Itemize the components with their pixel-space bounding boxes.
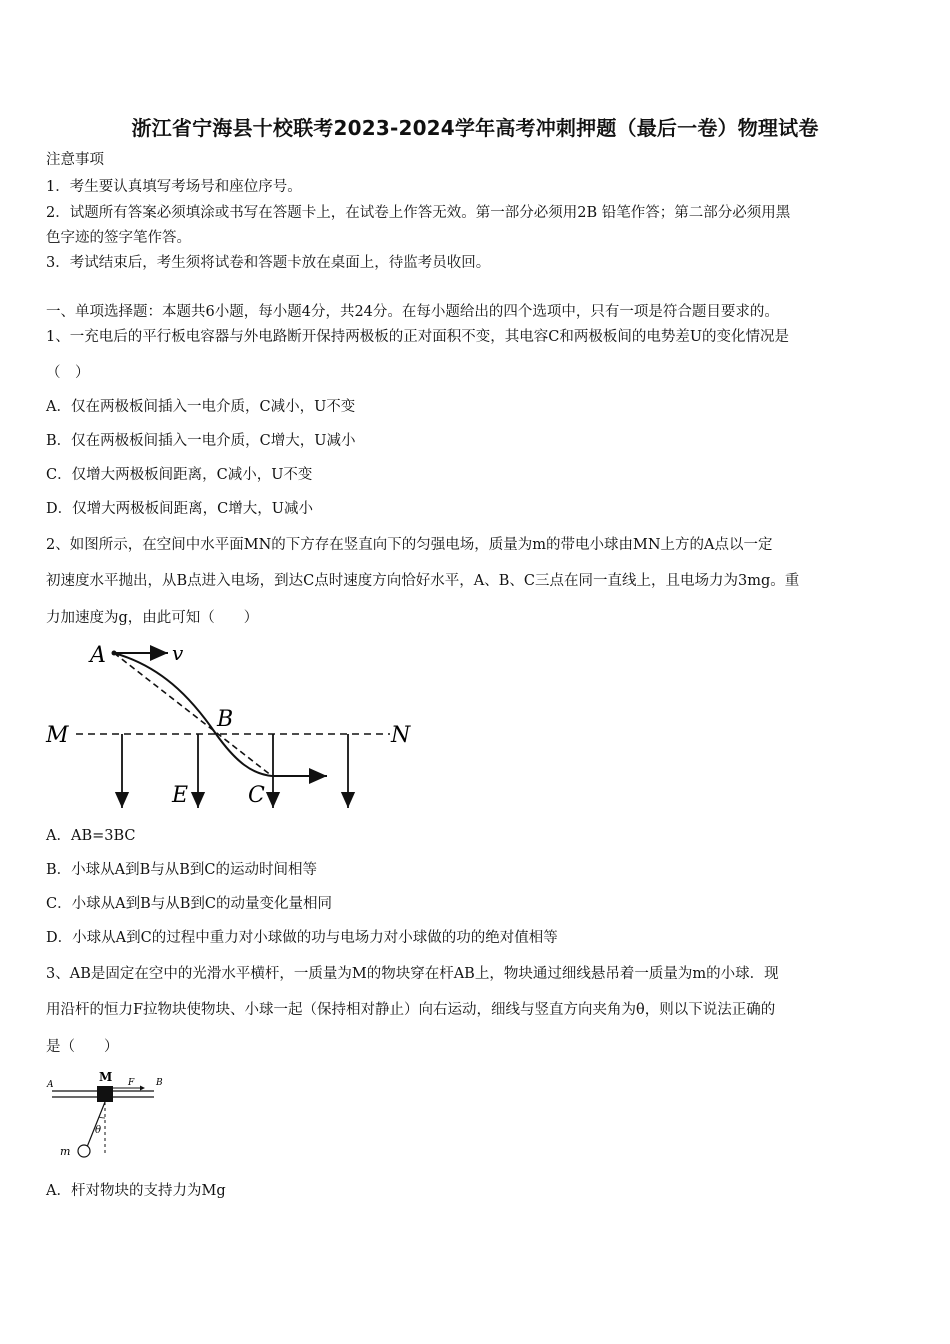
theta-arc — [99, 1117, 105, 1118]
label-a: A — [47, 1080, 54, 1090]
label-m-ball: m — [60, 1145, 71, 1158]
label-theta: θ — [95, 1125, 102, 1136]
q1-option-a: A．仅在两极板间插入一电介质，C减小，U不变 — [46, 399, 356, 415]
force-arrowhead — [140, 1086, 145, 1091]
ball-m — [78, 1145, 90, 1157]
q3-option-a: A．杆对物块的支持力为Mg — [46, 1183, 226, 1199]
q3-stem: 3、AB是固定在空中的光滑水平横杆，一质量为M的物块穿在杆AB上，物块通过细线悬吊着一质量为m的小球．现 — [46, 966, 779, 982]
q3-stem: 用沿杆的恒力F拉物块使物块、小球一起（保持相对静止）向右运动，细线与竖直方向夹角为θ，则以下说法正确的 — [46, 1002, 776, 1018]
label-f: F — [128, 1078, 135, 1088]
page-title: 浙江省宁海县十校联考2023-2024学年高考冲刺押题（最后一卷）物理试卷 — [131, 116, 819, 140]
notice-heading: 注意事项 — [46, 152, 104, 168]
label-a: A — [90, 643, 106, 668]
label-e: E — [172, 783, 189, 808]
notice-item: 3．考试结束后，考生须将试卷和答题卡放在桌面上，待监考员收回。 — [46, 255, 491, 271]
q2-option-a: A．AB=3BC — [46, 828, 136, 844]
notice-item: 2．试题所有答案必须填涂或书写在答题卡上，在试卷上作答无效。第一部分必须用2B 铅笔作答；第二部分必须用黑 — [46, 205, 791, 221]
label-m: M — [46, 723, 69, 748]
label-b: B — [156, 1078, 163, 1088]
q1-option-d: D．仅增大两极板间距离，C增大，U减小 — [46, 501, 313, 517]
label-m-block: M — [99, 1070, 113, 1084]
label-c: C — [248, 783, 265, 808]
q2-stem: 力加速度为g，由此可知（ ） — [46, 610, 259, 626]
label-b: B — [217, 707, 234, 732]
q1-stem: 1、一充电后的平行板电容器与外电路断开保持两极板的正对面积不变，其电容C和两极板间的电势差U的变化情况是 — [46, 329, 790, 345]
notice-item: 色字迹的签字笔作答。 — [46, 230, 191, 246]
q1-option-c: C．仅增大两极板间距离，C减小，U不变 — [46, 467, 313, 483]
q1-option-b: B．仅在两极板间插入一电介质，C增大，U减小 — [46, 433, 356, 449]
label-v: v — [172, 641, 184, 665]
q2-stem: 2、如图所示，在空间中水平面MN的下方存在竖直向下的匀强电场，质量为m的带电小球由MN上方的A点以一定 — [46, 537, 773, 553]
q1-stem-blank: （ ） — [46, 365, 90, 381]
section-heading: 一、单项选择题：本题共6小题，每小题4分，共24分。在每小题给出的四个选项中，只有一项是符合题目要求的。 — [46, 304, 779, 320]
q2-stem: 初速度水平抛出，从B点进入电场，到达C点时速度方向恰好水平，A、B、C三点在同一直线上，且电场力为3mg。重 — [46, 573, 800, 589]
q2-option-d: D．小球从A到C的过程中重力对小球做的功与电场力对小球做的功的绝对值相等 — [46, 930, 558, 946]
q3-stem: 是（ ） — [46, 1039, 119, 1055]
point-a — [112, 651, 117, 656]
notice-item: 1．考生要认真填写考场号和座位序号。 — [46, 179, 302, 195]
q2-option-c: C．小球从A到B与从B到C的动量变化量相同 — [46, 896, 332, 912]
q2-figure — [40, 636, 420, 816]
abc-dashed-line — [114, 653, 272, 776]
block-m — [97, 1086, 113, 1102]
q2-option-b: B．小球从A到B与从B到C的运动时间相等 — [46, 862, 318, 878]
q3-figure — [44, 1066, 174, 1166]
label-n: N — [391, 723, 411, 748]
